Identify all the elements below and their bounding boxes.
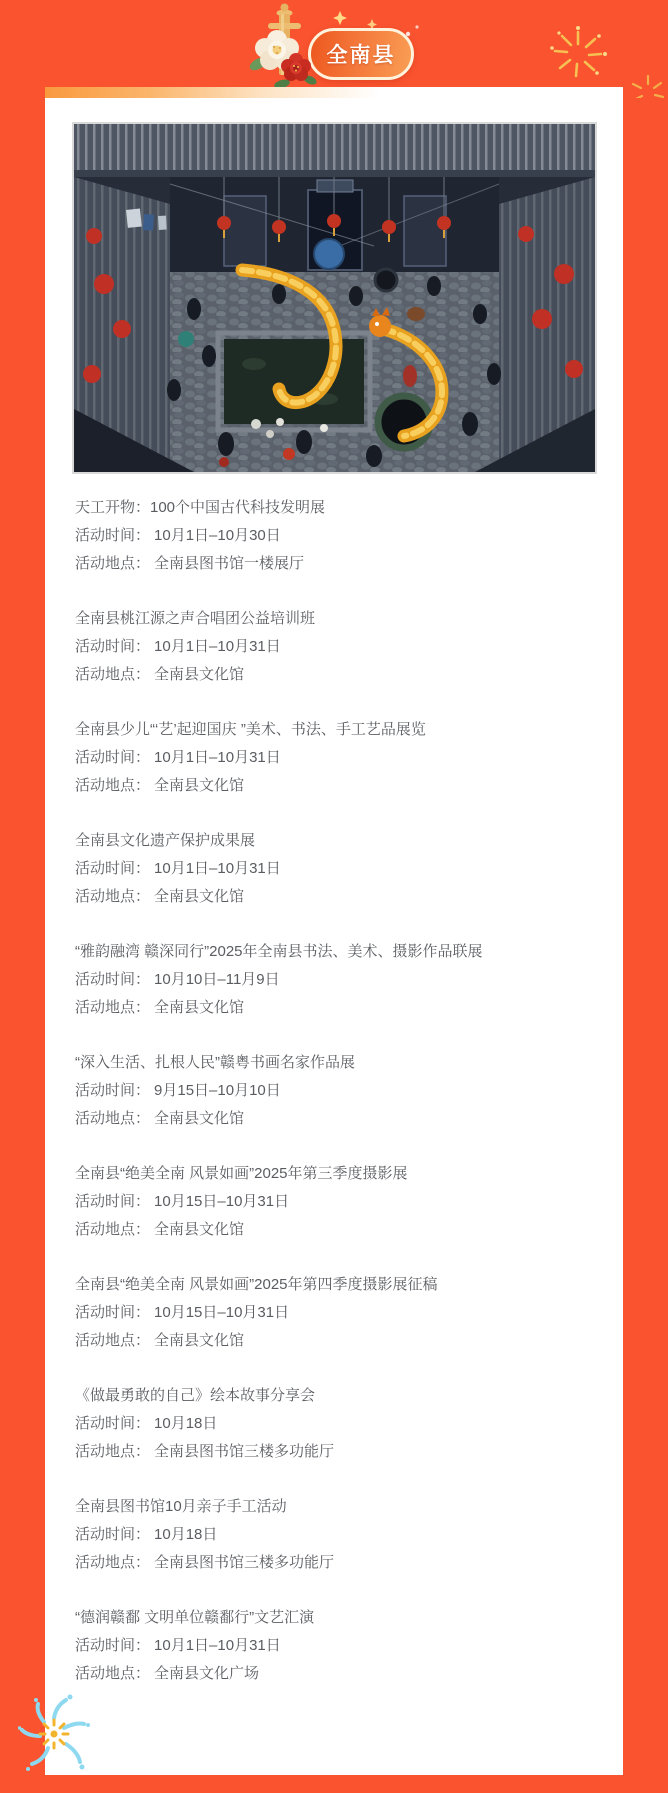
event-list — [45, 494, 623, 1688]
event-place-value: 全南县图书馆三楼多功能厅 — [154, 1554, 335, 1571]
county-badge-label: 全南县 — [326, 44, 396, 67]
event-place-value: 全南县文化广场 — [154, 1665, 260, 1682]
event-time — [75, 1410, 593, 1438]
event-time-label: 活动时间： — [75, 1526, 151, 1543]
event-place — [75, 1105, 593, 1133]
event-title: 全南县少儿“‘艺’起迎国庆 ”美术、书法、手工艺品展览 — [75, 721, 426, 738]
event-place-value: 全南县文化馆 — [154, 888, 245, 905]
event-time-label: 活动时间： — [75, 527, 151, 544]
firework-burst-small-icon — [633, 76, 663, 98]
event-item — [75, 1493, 593, 1577]
divider-stripe — [45, 87, 623, 98]
event-time-label: 活动时间： — [75, 860, 151, 877]
event-place-value: 全南县文化馆 — [154, 999, 245, 1016]
event-place-label: 活动地点： — [75, 999, 151, 1016]
event-time — [75, 1188, 593, 1216]
event-place-label: 活动地点： — [75, 1221, 151, 1238]
firework-burst-icon — [555, 32, 601, 76]
event-place-value: 全南县文化馆 — [154, 666, 245, 683]
event-place — [75, 661, 593, 689]
event-title: 全南县桃江源之声合唱团公益培训班 — [75, 610, 316, 627]
event-time-label: 活动时间： — [75, 749, 151, 766]
courtyard-photo[interactable] — [72, 122, 597, 474]
event-time-value: 10月1日–10月31日 — [154, 638, 281, 655]
event-time-value: 10月15日–10月31日 — [154, 1193, 290, 1210]
event-place-label: 活动地点： — [75, 1665, 151, 1682]
event-time-value: 10月1日–10月30日 — [154, 527, 281, 544]
event-time-value: 10月18日 — [154, 1526, 218, 1543]
header — [0, 0, 668, 98]
event-place-value: 全南县文化馆 — [154, 1221, 245, 1238]
event-place — [75, 1549, 593, 1577]
event-title: “德润赣鄱 文明单位赣鄱行”文艺汇演 — [75, 1609, 315, 1626]
event-place — [75, 1438, 593, 1466]
event-item — [75, 1271, 593, 1355]
event-place-value: 全南县文化馆 — [154, 1110, 245, 1127]
event-time — [75, 966, 593, 994]
event-place-value: 全南县图书馆一楼展厅 — [154, 555, 305, 572]
event-time-value: 10月1日–10月31日 — [154, 860, 281, 877]
event-time-label: 活动时间： — [75, 1082, 151, 1099]
event-place — [75, 1660, 593, 1688]
event-title: 天工开物：100个中国古代科技发明展 — [75, 499, 326, 516]
event-time-value: 9月15日–10月10日 — [154, 1082, 281, 1099]
event-place-label: 活动地点： — [75, 1443, 151, 1460]
event-item — [75, 1604, 593, 1688]
event-title: 全南县“绝美全南 风景如画”2025年第三季度摄影展 — [75, 1165, 408, 1182]
event-item — [75, 827, 593, 911]
event-place-label: 活动地点： — [75, 666, 151, 683]
event-item — [75, 1382, 593, 1466]
event-item — [75, 494, 593, 578]
event-title: “深入生活、扎根人民”赣粤书画名家作品展 — [75, 1054, 355, 1071]
event-item — [75, 605, 593, 689]
event-place — [75, 772, 593, 800]
event-time-value: 10月15日–10月31日 — [154, 1304, 290, 1321]
event-time — [75, 744, 593, 772]
event-time — [75, 522, 593, 550]
event-time-label: 活动时间： — [75, 1637, 151, 1654]
event-time-label: 活动时间： — [75, 1415, 151, 1432]
event-place-label: 活动地点： — [75, 1554, 151, 1571]
courtyard-photo-illustration — [74, 124, 595, 472]
event-time-label: 活动时间： — [75, 971, 151, 988]
event-time-label: 活动时间： — [75, 638, 151, 655]
event-time-value: 10月10日–11月9日 — [154, 971, 280, 988]
event-place — [75, 1327, 593, 1355]
event-item — [75, 1160, 593, 1244]
event-item — [75, 938, 593, 1022]
event-time-value: 10月1日–10月31日 — [154, 1637, 281, 1654]
event-title: “雅韵融湾 赣深同行”2025年全南县书法、美术、摄影作品联展 — [75, 943, 483, 960]
event-title: 全南县文化遗产保护成果展 — [75, 832, 256, 849]
event-time — [75, 1521, 593, 1549]
event-place — [75, 1216, 593, 1244]
event-item — [75, 1049, 593, 1133]
event-place-value: 全南县图书馆三楼多功能厅 — [154, 1443, 335, 1460]
firework-icon — [18, 1692, 96, 1776]
event-time-label: 活动时间： — [75, 1193, 151, 1210]
event-place — [75, 550, 593, 578]
event-title: 《做最勇敢的自己》绘本故事分享会 — [75, 1387, 316, 1404]
event-place-label: 活动地点： — [75, 555, 151, 572]
event-time-label: 活动时间： — [75, 1304, 151, 1321]
event-place-value: 全南县文化馆 — [154, 777, 245, 794]
event-title: 全南县图书馆10月亲子手工活动 — [75, 1498, 287, 1515]
event-place-label: 活动地点： — [75, 777, 151, 794]
event-time-value: 10月1日–10月31日 — [154, 749, 281, 766]
event-time-value: 10月18日 — [154, 1415, 218, 1432]
event-time — [75, 855, 593, 883]
event-place-label: 活动地点： — [75, 1110, 151, 1127]
event-title: 全南县“绝美全南 风景如画”2025年第四季度摄影展征稿 — [75, 1276, 438, 1293]
event-time — [75, 1632, 593, 1660]
event-place-label: 活动地点： — [75, 888, 151, 905]
event-place-label: 活动地点： — [75, 1332, 151, 1349]
event-time — [75, 1299, 593, 1327]
event-place — [75, 994, 593, 1022]
event-place-value: 全南县文化馆 — [154, 1332, 245, 1349]
event-item — [75, 716, 593, 800]
event-place — [75, 883, 593, 911]
event-time — [75, 633, 593, 661]
content-card — [45, 98, 623, 1775]
event-time — [75, 1077, 593, 1105]
